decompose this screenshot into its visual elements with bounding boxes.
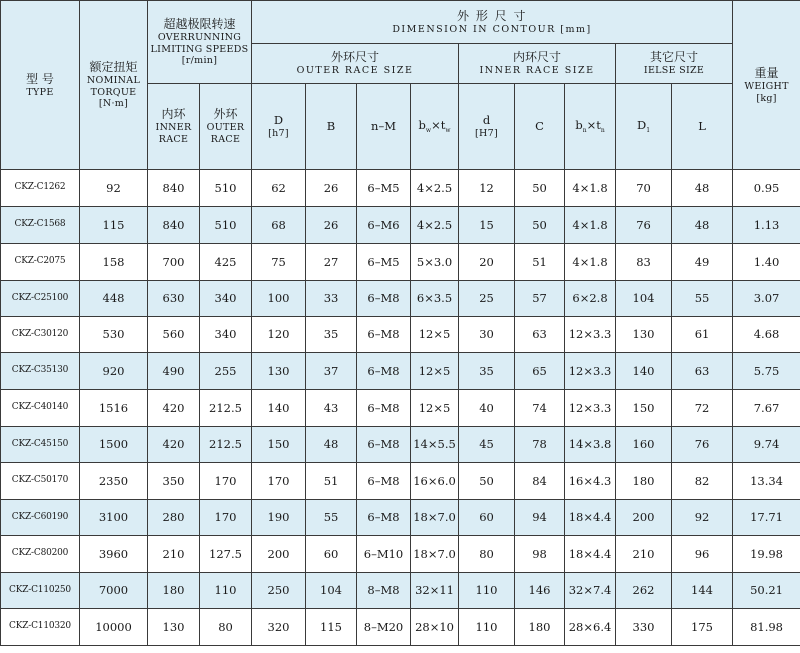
inner-speed-cell: 630: [148, 281, 200, 317]
D1-cell: 130: [616, 317, 672, 353]
torque-cell: 115: [80, 207, 148, 244]
D1-cell: 83: [616, 244, 672, 281]
dimension-header: 外 形 尺 寸 DIMENSION IN CONTOUR [mm]: [252, 1, 733, 44]
C-cell: 84: [515, 463, 565, 500]
col-bw-tw-header: $b_w\times t_w$: [411, 84, 459, 170]
torque-cell: 3100: [80, 500, 148, 536]
torque-cell: 1516: [80, 390, 148, 427]
inner-speed-cell: 840: [148, 207, 200, 244]
nM-cell: 6–M8: [357, 317, 411, 353]
inner-speed-cell: 130: [148, 609, 200, 646]
col-L-header: L: [672, 84, 733, 170]
outer-speed-cell: 425: [200, 244, 252, 281]
type-cell: CKZ-C110320: [1, 609, 80, 646]
D-cell: 170: [252, 463, 306, 500]
torque-header: 额定扭矩 NOMINAL TORQUE [N·m]: [80, 1, 148, 170]
d-cell: 35: [459, 353, 515, 390]
type-cell: CKZ-C40140: [1, 390, 80, 427]
type-cell: CKZ-C35130: [1, 353, 80, 390]
inner-speed-cell: 420: [148, 390, 200, 427]
table-row: [1, 281, 800, 317]
d-cell: 12: [459, 170, 515, 207]
D-cell: 62: [252, 170, 306, 207]
L-cell: 96: [672, 536, 733, 573]
B-cell: 26: [306, 170, 357, 207]
nM-cell: 6–M8: [357, 427, 411, 463]
col-D1-header: $D_1$: [616, 84, 672, 170]
C-cell: 78: [515, 427, 565, 463]
inner-speed-cell: 180: [148, 573, 200, 609]
type-cell: CKZ-C50170: [1, 463, 80, 500]
weight-cell: 5.75: [733, 353, 800, 390]
outer-speed-cell: 340: [200, 317, 252, 353]
outer-race-size-header: 外环尺寸 OUTER RACE SIZE: [252, 44, 459, 84]
bw-tw-cell: 14×5.5: [411, 427, 459, 463]
B-cell: 27: [306, 244, 357, 281]
col-nM-header: n–M: [357, 84, 411, 170]
inner-speed-cell: 840: [148, 170, 200, 207]
L-cell: 48: [672, 207, 733, 244]
outer-speed-cell: 170: [200, 463, 252, 500]
C-cell: 65: [515, 353, 565, 390]
C-cell: 180: [515, 609, 565, 646]
nM-cell: 6–M8: [357, 390, 411, 427]
torque-cell: 3960: [80, 536, 148, 573]
d-cell: 50: [459, 463, 515, 500]
D1-cell: 200: [616, 500, 672, 536]
outer-speed-cell: 170: [200, 500, 252, 536]
L-cell: 55: [672, 281, 733, 317]
weight-cell: 7.67: [733, 390, 800, 427]
bw-tw-cell: 4×2.5: [411, 170, 459, 207]
type-cell: CKZ-C25100: [1, 281, 80, 317]
bn-tn-cell: 18×4.4: [565, 536, 616, 573]
nM-cell: 6–M5: [357, 244, 411, 281]
bw-tw-cell: 32×11: [411, 573, 459, 609]
inner-race-speed-header: 内环 INNER RACE: [148, 84, 200, 170]
d-cell: 20: [459, 244, 515, 281]
table-row: [1, 427, 800, 463]
L-cell: 72: [672, 390, 733, 427]
type-header: 型 号 TYPE: [1, 1, 80, 170]
D1-cell: 330: [616, 609, 672, 646]
B-cell: 55: [306, 500, 357, 536]
outer-speed-cell: 80: [200, 609, 252, 646]
col-C-header: C: [515, 84, 565, 170]
L-cell: 48: [672, 170, 733, 207]
B-cell: 33: [306, 281, 357, 317]
inner-speed-cell: 210: [148, 536, 200, 573]
B-cell: 43: [306, 390, 357, 427]
C-cell: 51: [515, 244, 565, 281]
torque-cell: 920: [80, 353, 148, 390]
weight-cell: 1.40: [733, 244, 800, 281]
torque-cell: 1500: [80, 427, 148, 463]
outer-speed-cell: 255: [200, 353, 252, 390]
nM-cell: 6–M8: [357, 353, 411, 390]
inner-speed-cell: 560: [148, 317, 200, 353]
nM-cell: 6–M8: [357, 500, 411, 536]
weight-cell: 50.21: [733, 573, 800, 609]
C-cell: 98: [515, 536, 565, 573]
nM-cell: 6–M6: [357, 207, 411, 244]
bw-tw-cell: 6×3.5: [411, 281, 459, 317]
col-d-header: d [H7]: [459, 84, 515, 170]
inner-speed-cell: 350: [148, 463, 200, 500]
torque-cell: 530: [80, 317, 148, 353]
C-cell: 50: [515, 207, 565, 244]
bn-tn-cell: 32×7.4: [565, 573, 616, 609]
weight-cell: 1.13: [733, 207, 800, 244]
L-cell: 49: [672, 244, 733, 281]
table-row: [1, 170, 800, 207]
table-row: [1, 244, 800, 281]
torque-cell: 7000: [80, 573, 148, 609]
outer-speed-cell: 110: [200, 573, 252, 609]
B-cell: 104: [306, 573, 357, 609]
d-cell: 45: [459, 427, 515, 463]
D-cell: 150: [252, 427, 306, 463]
nM-cell: 6–M5: [357, 170, 411, 207]
C-cell: 94: [515, 500, 565, 536]
type-cell: CKZ-C60190: [1, 500, 80, 536]
torque-cell: 10000: [80, 609, 148, 646]
torque-cell: 2350: [80, 463, 148, 500]
bw-tw-cell: 12×5: [411, 317, 459, 353]
type-cell: CKZ-C110250: [1, 573, 80, 609]
type-cell: CKZ-C1568: [1, 207, 80, 244]
nM-cell: 6–M8: [357, 281, 411, 317]
L-cell: 175: [672, 609, 733, 646]
D1-cell: 104: [616, 281, 672, 317]
weight-header: 重量 WEIGHT [kg]: [733, 1, 800, 170]
outer-speed-cell: 212.5: [200, 427, 252, 463]
bw-tw-cell: 12×5: [411, 390, 459, 427]
bw-tw-cell: 5×3.0: [411, 244, 459, 281]
bw-tw-cell: 18×7.0: [411, 536, 459, 573]
D-cell: 320: [252, 609, 306, 646]
B-cell: 48: [306, 427, 357, 463]
d-cell: 110: [459, 609, 515, 646]
weight-cell: 9.74: [733, 427, 800, 463]
weight-cell: 13.34: [733, 463, 800, 500]
L-cell: 61: [672, 317, 733, 353]
D1-cell: 70: [616, 170, 672, 207]
C-cell: 57: [515, 281, 565, 317]
speed-header: 超越极限转速 OVERRUNNING LIMITING SPEEDS [r/min]: [148, 1, 252, 84]
type-cell: CKZ-C30120: [1, 317, 80, 353]
D1-cell: 210: [616, 536, 672, 573]
d-cell: 25: [459, 281, 515, 317]
B-cell: 26: [306, 207, 357, 244]
D1-cell: 76: [616, 207, 672, 244]
bw-tw-cell: 28×10: [411, 609, 459, 646]
B-cell: 60: [306, 536, 357, 573]
outer-speed-cell: 127.5: [200, 536, 252, 573]
C-cell: 74: [515, 390, 565, 427]
outer-speed-cell: 510: [200, 207, 252, 244]
B-cell: 35: [306, 317, 357, 353]
D-cell: 120: [252, 317, 306, 353]
table-row: [1, 317, 800, 353]
D1-cell: 160: [616, 427, 672, 463]
type-cell: CKZ-C80200: [1, 536, 80, 573]
bn-tn-cell: 12×3.3: [565, 390, 616, 427]
d-cell: 30: [459, 317, 515, 353]
table-row: [1, 500, 800, 536]
outer-speed-cell: 212.5: [200, 390, 252, 427]
D-cell: 130: [252, 353, 306, 390]
nM-cell: 6–M10: [357, 536, 411, 573]
table-row: [1, 353, 800, 390]
table-row: [1, 609, 800, 646]
inner-speed-cell: 280: [148, 500, 200, 536]
table-row: [1, 536, 800, 573]
inner-race-size-header: 内环尺寸 INNER RACE SIZE: [459, 44, 616, 84]
D1-cell: 180: [616, 463, 672, 500]
D1-cell: 150: [616, 390, 672, 427]
bn-tn-cell: 14×3.8: [565, 427, 616, 463]
C-cell: 63: [515, 317, 565, 353]
outer-race-speed-header: 外环 OUTER RACE: [200, 84, 252, 170]
bn-tn-cell: 4×1.8: [565, 207, 616, 244]
bn-tn-cell: 4×1.8: [565, 244, 616, 281]
nM-cell: 8–M20: [357, 609, 411, 646]
type-cell: CKZ-C2075: [1, 244, 80, 281]
outer-speed-cell: 510: [200, 170, 252, 207]
torque-cell: 92: [80, 170, 148, 207]
nM-cell: 6–M8: [357, 463, 411, 500]
bw-tw-cell: 4×2.5: [411, 207, 459, 244]
D-cell: 68: [252, 207, 306, 244]
outer-speed-cell: 340: [200, 281, 252, 317]
inner-speed-cell: 490: [148, 353, 200, 390]
inner-speed-cell: 420: [148, 427, 200, 463]
table-row: [1, 573, 800, 609]
D-cell: 140: [252, 390, 306, 427]
d-cell: 40: [459, 390, 515, 427]
L-cell: 144: [672, 573, 733, 609]
type-cell: CKZ-C1262: [1, 170, 80, 207]
bn-tn-cell: 18×4.4: [565, 500, 616, 536]
C-cell: 50: [515, 170, 565, 207]
col-B-header: B: [306, 84, 357, 170]
bw-tw-cell: 12×5: [411, 353, 459, 390]
weight-cell: 19.98: [733, 536, 800, 573]
B-cell: 51: [306, 463, 357, 500]
L-cell: 76: [672, 427, 733, 463]
weight-cell: 81.98: [733, 609, 800, 646]
d-cell: 60: [459, 500, 515, 536]
D-cell: 75: [252, 244, 306, 281]
L-cell: 92: [672, 500, 733, 536]
table-row: [1, 207, 800, 244]
bn-tn-cell: 28×6.4: [565, 609, 616, 646]
B-cell: 37: [306, 353, 357, 390]
bn-tn-cell: 6×2.8: [565, 281, 616, 317]
bn-tn-cell: 4×1.8: [565, 170, 616, 207]
table-row: [1, 463, 800, 500]
torque-cell: 448: [80, 281, 148, 317]
else-size-header: 其它尺寸 IELSE SIZE: [616, 44, 733, 84]
weight-cell: 4.68: [733, 317, 800, 353]
L-cell: 82: [672, 463, 733, 500]
C-cell: 146: [515, 573, 565, 609]
d-cell: 15: [459, 207, 515, 244]
d-cell: 80: [459, 536, 515, 573]
bn-tn-cell: 12×3.3: [565, 353, 616, 390]
D-cell: 250: [252, 573, 306, 609]
col-bn-tn-header: $b_n\times t_n$: [565, 84, 616, 170]
torque-cell: 158: [80, 244, 148, 281]
D-cell: 100: [252, 281, 306, 317]
col-D-header: D [h7]: [252, 84, 306, 170]
inner-speed-cell: 700: [148, 244, 200, 281]
d-cell: 110: [459, 573, 515, 609]
bn-tn-cell: 16×4.3: [565, 463, 616, 500]
D-cell: 200: [252, 536, 306, 573]
L-cell: 63: [672, 353, 733, 390]
bw-tw-cell: 18×7.0: [411, 500, 459, 536]
type-cell: CKZ-C45150: [1, 427, 80, 463]
weight-cell: 17.71: [733, 500, 800, 536]
table-row: [1, 390, 800, 427]
bw-tw-cell: 16×6.0: [411, 463, 459, 500]
nM-cell: 8–M8: [357, 573, 411, 609]
D1-cell: 262: [616, 573, 672, 609]
weight-cell: 0.95: [733, 170, 800, 207]
bn-tn-cell: 12×3.3: [565, 317, 616, 353]
weight-cell: 3.07: [733, 281, 800, 317]
B-cell: 115: [306, 609, 357, 646]
D1-cell: 140: [616, 353, 672, 390]
D-cell: 190: [252, 500, 306, 536]
